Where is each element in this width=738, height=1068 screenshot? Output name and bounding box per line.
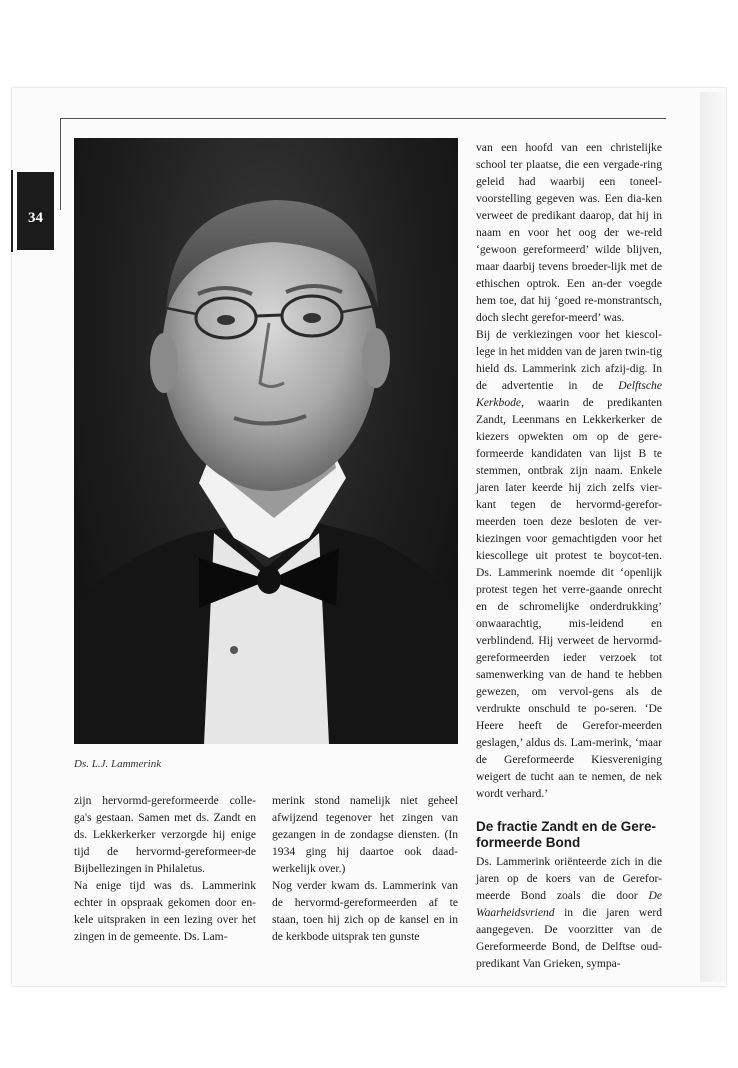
page-edge — [700, 92, 726, 982]
tab-rule — [11, 170, 13, 252]
paragraph: merink stond namelijk niet geheel afwijzend tegenover het zingen van gezangen in de zondagse diensten. (In 1934 ging hij daartoe ook daad-werkelijk over.) — [272, 794, 458, 875]
paragraph: Na enige tijd was ds. Lammerink echter in opspraak gekomen door en-kele uitspraken in een lezing over het zingen in de gemeente. Ds. Lam- — [74, 879, 256, 943]
portrait-photo — [74, 138, 458, 744]
frame-rule-top — [60, 118, 666, 119]
frame-rule-left — [60, 118, 61, 210]
page-number: 34 — [28, 210, 43, 226]
section-heading: De fractie Zandt en de Gere-formeerde Bond — [476, 819, 657, 850]
text-column-2 — [272, 792, 458, 945]
paragraph: zijn hervormd-gereformeerde colle-ga's gestaan. Samen met ds. Zandt en ds. Lekkerkerker verzorgde hij enige tijd de hervormd-gereformeer-de Bijbellezingen in Philaletus. — [74, 794, 256, 875]
text-run: , waarin de predikanten Zandt, Leenmans en Lekkerkerker de kiezers opwekten om op de gere-formeerde kandidaten van lijst B te stemmen, ontbrak zijn naam. Enkele jaren later keerde hij zich zelfs vier-kant tegen de hervormd-gerefor-meerden toen deze besloten de ver-kiezingen voor gemachtigden voor het kiescollege uit protest te boycot-ten. Ds. Lammerink noemde dit ‘openlijk protest tegen het verre-gaande onrecht en de schromelijke onderdrukking’ onwaarachtig, mis-leidend en verblindend. Hij verweet de hervormd-gereformeerden ieder verzoek tot samenwerking van de hand te hebben gewezen, om vervol-gens als de verdrukte onschuld te po-seren. ‘De Heere heeft de Gerefor-meerden geslagen,’ aldus ds. Lam-merink, ‘maar de Gereformeerde Kiesvereniging weigert de tucht aan te nemen, de nek wordt verhard.’ — [476, 396, 662, 800]
paragraph: van een hoofd van een christelijke school ter plaatse, die een vergade-ring geleid had waarbij een toneel-voorstelling gegeven was. Een dia-ken verweet de predikant daarop, dat hij in naam en voor het oog der we-reld ‘gewoon gereformeerd’ wilde blijven, maar daarbij tevens broeder-lijk met de ethischen optrok. Een an-der voegde hem toe, dat hij ‘goed re-monstrantsch, doch slecht gerefor-meerd’ was. — [476, 141, 662, 324]
text-run: Bij de verkiezingen voor het kiescol-lege in het midden van de jaren twin-tig hield ds. Lammerink zich afzij-dig. In de advertentie in de — [476, 328, 662, 392]
paragraph — [476, 853, 662, 972]
paragraph: Nog verder kwam ds. Lammerink van de hervormd-gereformeerden af te staan, toen hij zich op de kansel en in de kerkbode uitsprak ten gunste — [272, 879, 458, 943]
text-column-3 — [476, 139, 662, 972]
publication-title: Delftsche Kerkbode — [476, 379, 662, 409]
photo-caption: Ds. L.J. Lammerink — [74, 758, 162, 770]
text-run: in die jaren werd aangegeven. De voorzitter van de Gereformeerde Bond, de Delftse oud-predikant Van Grieken, sympa- — [476, 906, 662, 970]
publication-title: De Waarheidsvriend — [476, 889, 662, 919]
paragraph — [476, 326, 662, 802]
text-column-1 — [74, 792, 256, 945]
portrait-illustration — [74, 138, 458, 744]
text-run: Ds. Lammerink oriënteerde zich in die jaren op de koers van de Gerefor-meerde Bond zoals die door — [476, 855, 662, 902]
